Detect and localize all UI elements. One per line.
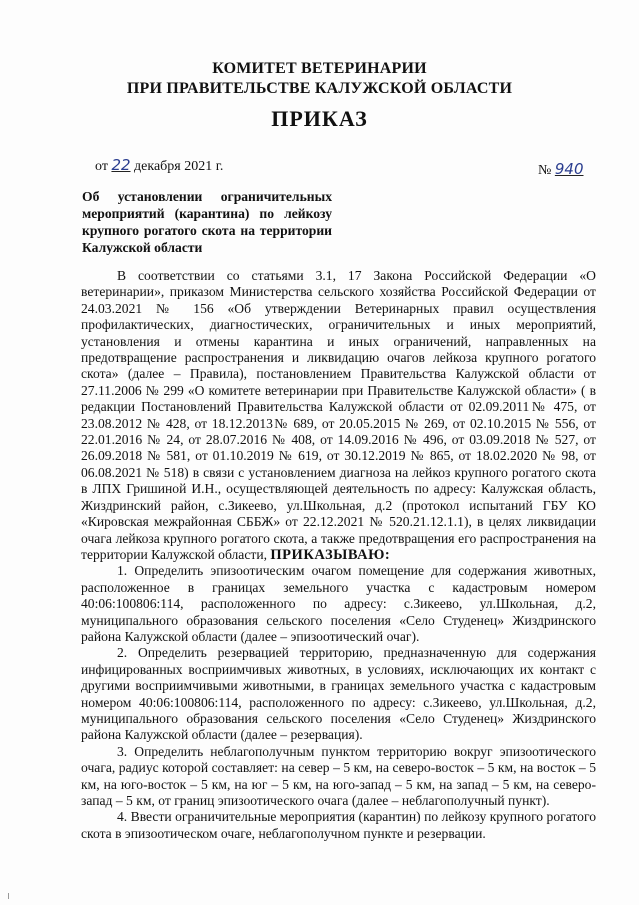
number-prefix: № — [538, 163, 552, 178]
organization-name-line1: КОМИТЕТ ВЕТЕРИНАРИИ — [212, 60, 427, 77]
date-month-year: декабря 2021 г. — [134, 159, 224, 174]
preamble-text: В соответствии со статьями 3.1, 17 Закона Российской Федерации «О ветеринарии», приказом Министерства сельского хозяйства Российской Федерации от 24.03.2021 № 156 «Об утверждении Ветеринарных правил осуществления профилактических, диагностических, ограничительных и иных мероприятий, установления и отмены карантина и иных ограничений, направленных на предотвращение распространения и ликвидацию очагов лейкоза крупного рогатого скота» (далее – Правила), постановлением Правительства Калужской области от 27.11.2006 № 299 «О комитете ветеринарии при Правительстве Калужской области» ( в редакции Постановлений Правительства Калужской области от 02.09.2011№ 475, от 23.08.2012 № 428, от 18.12.2013№ 689, от 20.05.2015 № 269, от 02.10.2015 № 556, от 22.01.2016 № 24, от 28.07.2016 № 408, от 14.09.2016 № 496, от 03.09.2018 № 527, от 26.09.2018 № 581, от 01.10.2019 № 619, от 30.12.2019 № 865, от 18.02.2020 № 98, от 06.08.2021 № 518) в связи с установлением диагноза на лейкоз крупного рогатого скота в ЛПХ Гришиной И.Н., осуществляющей деятельность по адресу: Калужская область, Жиздринский район, с.Зикеево, ул.Школьная, д.2 (протокол испытаний ГБУ КО «Кировская межрайонная СББЖ» от 22.12.2021 № 520.21.12.1.1), в целях ликвидации очага лейкоза крупного рогатого скота, а также предотвращения его распространения на территории Калужской области, — [81, 268, 596, 562]
document-type-title: ПРИКАЗ — [271, 106, 368, 131]
number-handwritten: 940 — [554, 160, 584, 178]
scan-mark — [8, 893, 9, 899]
order-item-2: 2. Определить резервацией территорию, предназначенную для содержания инфицированных восприимчивых животных, в условиях, исключающих их контакт с другими восприимчивыми животными, в границах земельного участка с кадастровым номером 40:06:100806:114, расположенного по адресу: с.Зикеево, ул.Школьная, д.2, муниципального образования сельского поселения «Село Студенец» Жиздринского района Калужской области (далее – резервация). — [81, 645, 596, 743]
preamble-paragraph — [81, 268, 596, 563]
order-item-4: 4. Ввести ограничительные мероприятия (карантин) по лейкозу крупного рогатого скота в эпизоотическом очаге, неблагополучном пункте и резервации. — [81, 809, 596, 841]
document-date — [95, 156, 223, 175]
document-body — [81, 268, 596, 842]
date-prefix: от — [95, 159, 108, 174]
document-subject: Об установлении ограничительных мероприятий (карантина) по лейкозу крупного рогатого скота на территории Калужской области — [82, 189, 332, 255]
date-day-handwritten: 22 — [111, 156, 131, 174]
order-item-3: 3. Определить неблагополучным пунктом территорию вокруг эпизоотического очага, радиус которой составляет: на север – 5 км, на северо-восток – 5 км, на восток – 5 км, на юго-восток – 5 км, на юг – 5 км, на юго-запад – 5 км, на запад – 5 км, на северо-запад – 5 км, от границ эпизоотического очага (далее – неблагополучный пункт). — [81, 743, 596, 808]
order-item-1: 1. Определить эпизоотическим очагом помещение для содержания животных, расположенное в границах земельного участка с кадастровым номером 40:06:100806:114, расположенного по адресу: с.Зикеево, ул.Школьная, д.2, муниципального образования сельского поселения «Село Студенец» Жиздринского района Калужской области (далее – эпизоотический очаг). — [81, 563, 596, 644]
organization-name-line2: ПРИ ПРАВИТЕЛЬСТВЕ КАЛУЖСКОЙ ОБЛАСТИ — [126, 80, 513, 97]
document-number — [538, 160, 584, 179]
order-word: ПРИКАЗЫВАЮ: — [270, 546, 391, 563]
